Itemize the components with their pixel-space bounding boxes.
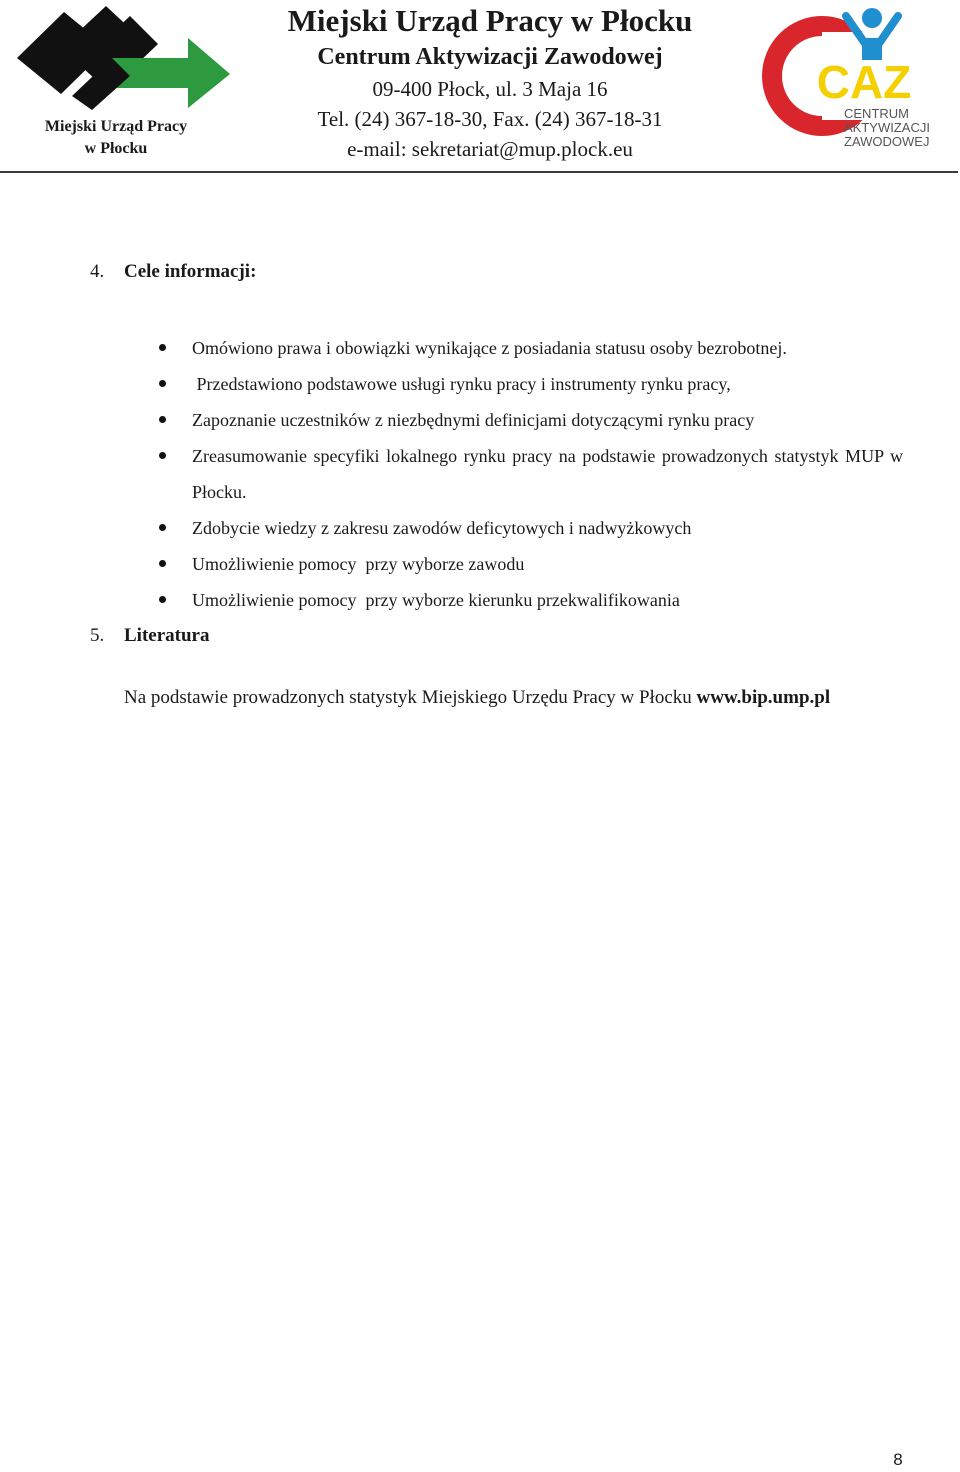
list-item xyxy=(0,402,903,438)
list-item-text: Zapoznanie uczestników z niezbędnymi definicjami dotyczącymi rynku pracy xyxy=(192,410,755,430)
mup-plock-logo xyxy=(12,0,242,110)
list-item-text: Przedstawiono podstawowe usługi rynku pracy i instrumenty rynku pracy, xyxy=(192,374,731,394)
org-name: Miejski Urząd Pracy w Płocku xyxy=(287,3,693,38)
list-item-text: Omówiono prawa i obowiązki wynikające z posiadania statusu osoby bezrobotnej. xyxy=(192,338,787,358)
bullet-icon xyxy=(159,452,166,459)
list-item xyxy=(0,582,903,618)
section-5-heading xyxy=(90,623,209,649)
section-4-number: 4. xyxy=(90,261,105,282)
left-logo-caption-line1: Miejski Urząd Pracy xyxy=(44,118,188,135)
section-5-number: 5. xyxy=(90,625,105,646)
list-item-text: Umożliwienie pomocy przy wyborze zawodu xyxy=(192,554,525,574)
goals-list xyxy=(0,330,960,618)
source-text: Na podstawie prowadzonych statystyk Miejskiego Urzędu Pracy w Płocku xyxy=(124,687,697,708)
left-logo-caption xyxy=(20,116,212,160)
section-4-title: Cele informacji: xyxy=(124,261,257,282)
org-subtitle: Centrum Aktywizacji Zawodowej xyxy=(317,44,663,70)
list-item xyxy=(0,438,903,510)
caz-logo-sub1: CENTRUM xyxy=(844,106,909,121)
caz-logo-text: CAZ xyxy=(816,56,912,108)
bullet-icon xyxy=(159,416,166,423)
list-item xyxy=(0,330,903,366)
bullet-icon xyxy=(159,560,166,567)
list-item-text: Zreasumowanie specyfiki lokalnego rynku pracy na podstawie prowadzonych statystyk MUP w Płocku. xyxy=(192,446,903,502)
source-url: www.bip.ump.pl xyxy=(696,687,831,708)
caz-logo-sub2: AKTYWIZACJI xyxy=(844,120,930,135)
left-logo-caption-line2: w Płocku xyxy=(84,140,148,157)
list-item xyxy=(0,366,903,402)
source-citation xyxy=(124,684,830,712)
section-4-heading xyxy=(90,259,256,285)
bullet-icon xyxy=(159,524,166,531)
header-contact-block xyxy=(240,2,740,164)
list-item xyxy=(0,546,903,582)
org-email: e-mail: sekretariat@mup.plock.eu xyxy=(347,137,633,161)
bullet-icon xyxy=(159,596,166,603)
caz-logo xyxy=(760,2,940,154)
list-item-text: Zdobycie wiedzy z zakresu zawodów deficytowych i nadwyżkowych xyxy=(192,518,692,538)
section-5-title: Literatura xyxy=(124,625,210,646)
caz-logo-sub3: ZAWODOWEJ xyxy=(844,134,930,149)
list-item-text: Umożliwienie pomocy przy wyborze kierunku przekwalifikowania xyxy=(192,590,680,610)
org-phone: Tel. (24) 367-18-30, Fax. (24) 367-18-31 xyxy=(317,107,663,131)
page-number: 8 xyxy=(893,1450,903,1469)
bullet-icon xyxy=(159,380,166,387)
header-divider xyxy=(0,171,958,173)
bullet-icon xyxy=(159,344,166,351)
org-address: 09-400 Płock, ul. 3 Maja 16 xyxy=(372,77,608,101)
page-header xyxy=(0,0,960,173)
list-item xyxy=(0,510,903,546)
